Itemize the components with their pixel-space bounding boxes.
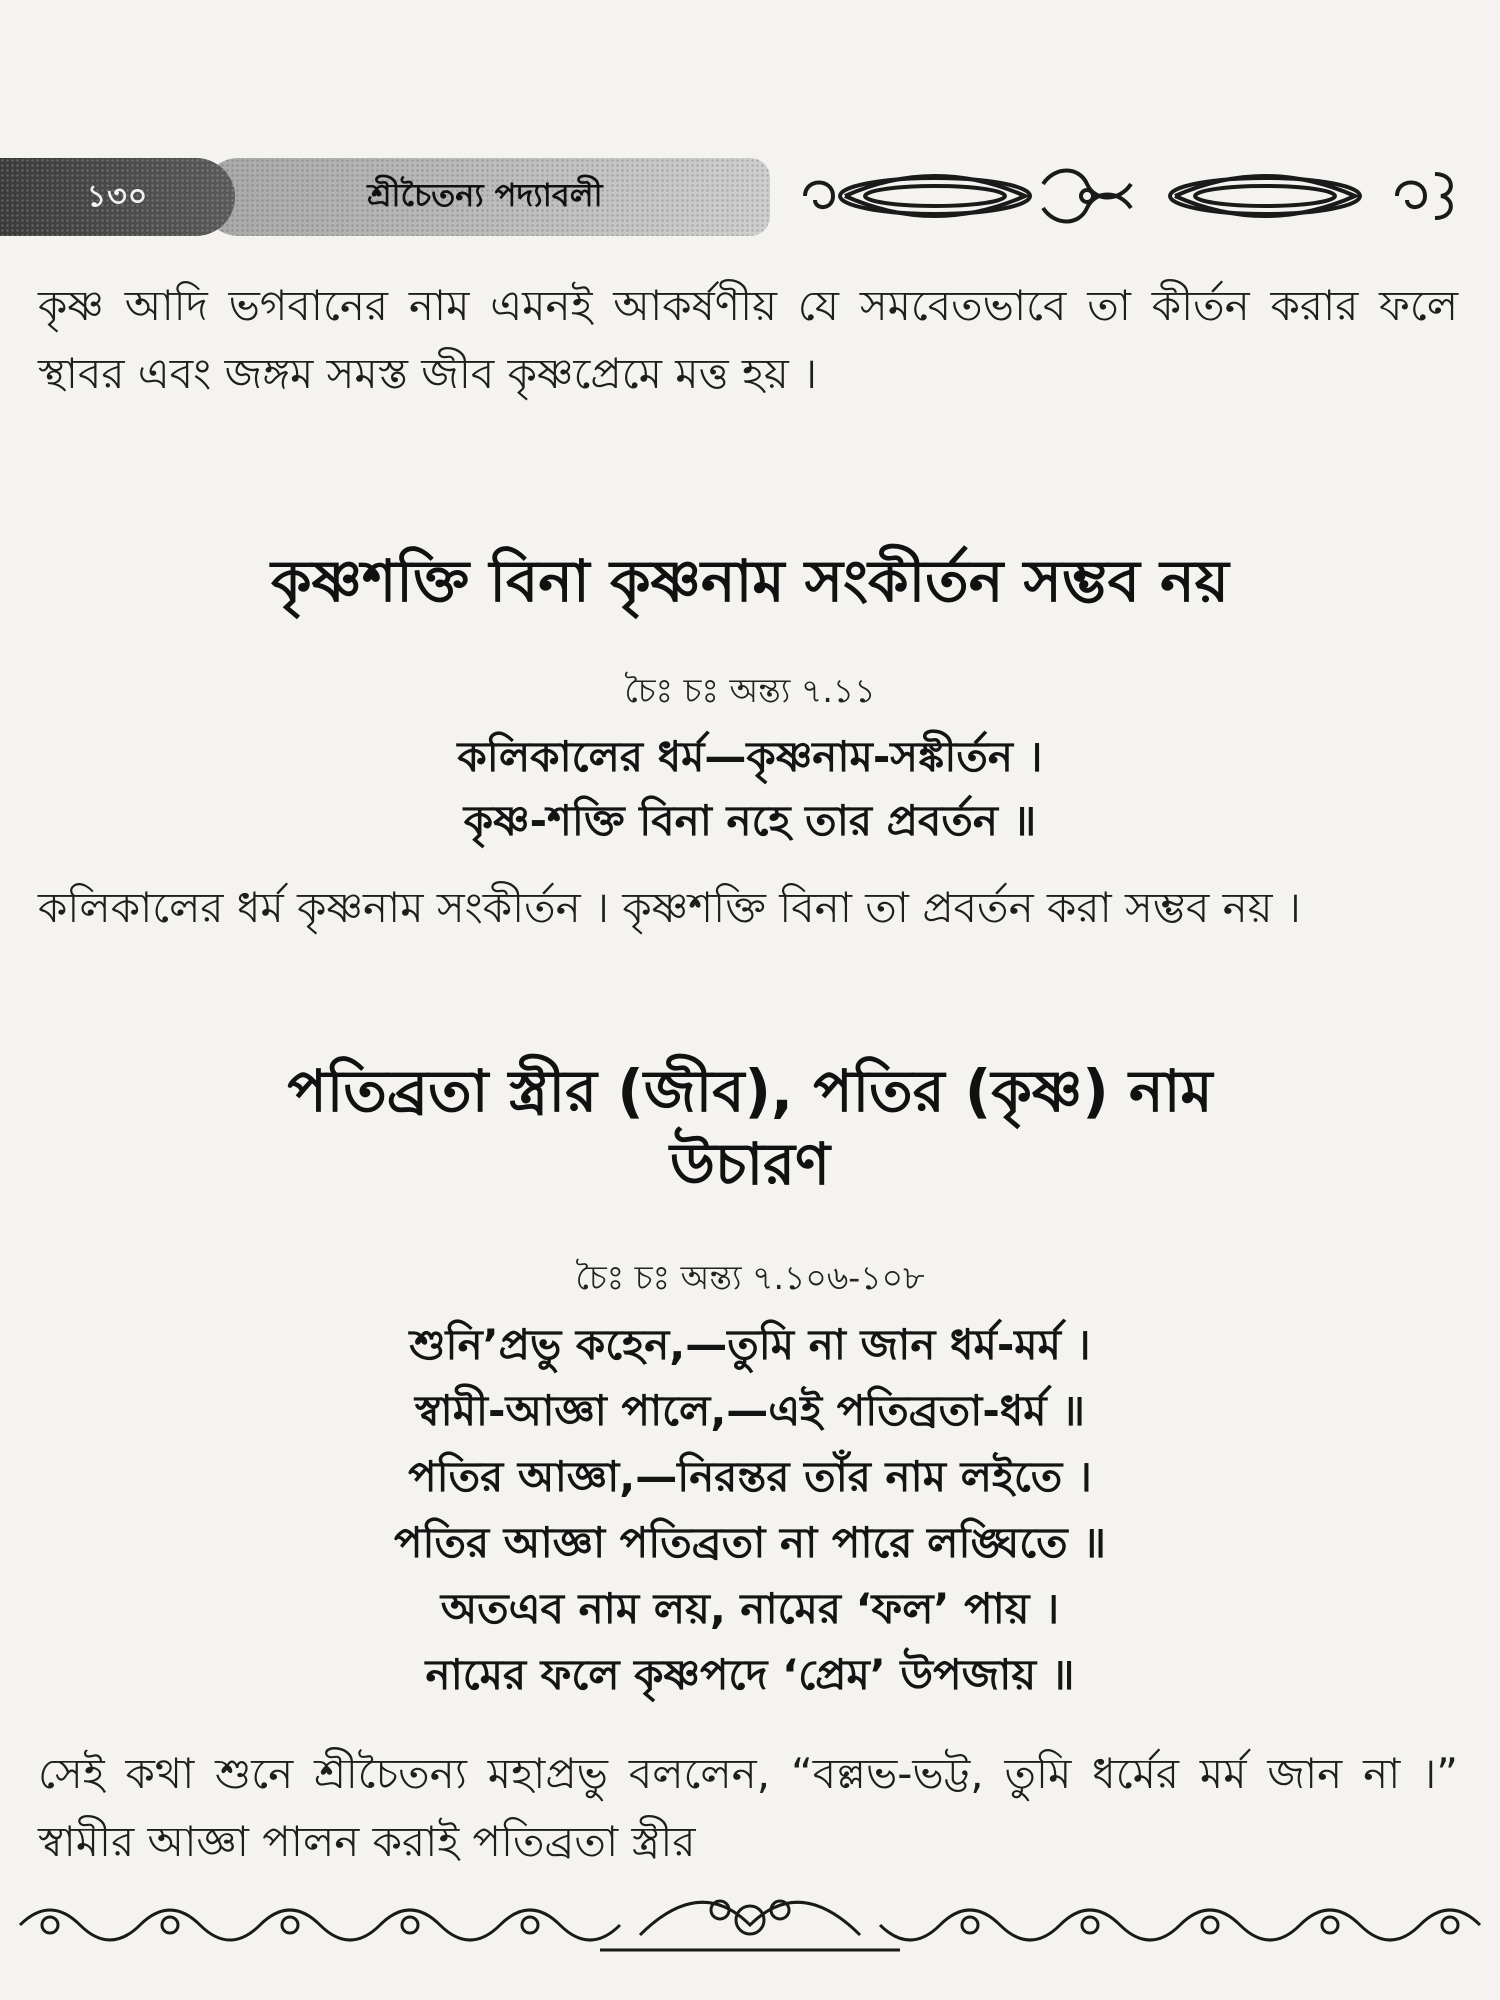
page-number: ১৩০ [0, 158, 235, 236]
section-heading-line1: পতিব্রতা স্ত্রীর (জীব), পতির (কৃষ্ণ) নাম [287, 1057, 1213, 1125]
explanation-paragraph: কলিকালের ধর্ম কৃষ্ণনাম সংকীর্তন । কৃষ্ণশক্তি বিনা তা প্রবর্তন করা সম্ভব নয় । [38, 883, 1301, 932]
verse-reference: চৈঃ চঃ অন্ত্য ৭.১০৬-১০৮ [575, 1258, 925, 1297]
verse-line: কলিকালের ধর্ম—কৃষ্ণনাম-সঙ্কীর্তন । [457, 732, 1043, 781]
verse-line: অতএব নাম লয়, নামের ‘ফল’ পায় । [440, 1584, 1060, 1633]
footer-ornament-icon [0, 1880, 1500, 1970]
verse-line: পতির আজ্ঞা পতিব্রতা না পারে লঙ্ঘিতে ॥ [394, 1518, 1106, 1567]
page-header [0, 150, 1500, 246]
verse-line: পতির আজ্ঞা,—নিরন্তর তাঁর নাম লইতে । [408, 1452, 1092, 1501]
verse-line: নামের ফলে কৃষ্ণপদে ‘প্রেম’ উপজায় ॥ [425, 1650, 1075, 1699]
header-ornament-icon [785, 154, 1485, 238]
section-heading-line2: উচারণ [669, 1130, 831, 1198]
book-title: শ্রীচৈতন্য পদ্যাবলী [200, 158, 770, 236]
verse-line: কৃষ্ণ-শক্তি বিনা নহে তার প্রবর্তন ॥ [463, 796, 1037, 845]
section-heading: কৃষ্ণশক্তি বিনা কৃষ্ণনাম সংকীর্তন সম্ভব নয় [271, 547, 1229, 615]
verse-reference: চৈঃ চঃ অন্ত্য ৭.১১ [624, 671, 876, 710]
verse-line: শুনি’প্রভু কহেন,—তুমি না জান ধর্ম-মর্ম । [409, 1320, 1091, 1369]
intro-paragraph: কৃষ্ণ আদি ভগবানের নাম এমনই আকর্ষণীয় যে সমবেতভাবে তা কীর্তন করার ফলে স্থাবর এবং জঙ্গম সমস্ত জীব কৃষ্ণপ্রেমে মত্ত হয় । [38, 281, 1458, 398]
explanation-paragraph: সেই কথা শুনে শ্রীচৈতন্য মহাপ্রভু বললেন, “বল্লভ-ভট্ট, তুমি ধর্মের মর্ম জান না ।” স্বামীর আজ্ঞা পালন করাই পতিব্রতা স্ত্রীর [38, 1749, 1458, 1866]
verse-line: স্বামী-আজ্ঞা পালে,—এই পতিব্রতা-ধর্ম ॥ [414, 1386, 1085, 1435]
